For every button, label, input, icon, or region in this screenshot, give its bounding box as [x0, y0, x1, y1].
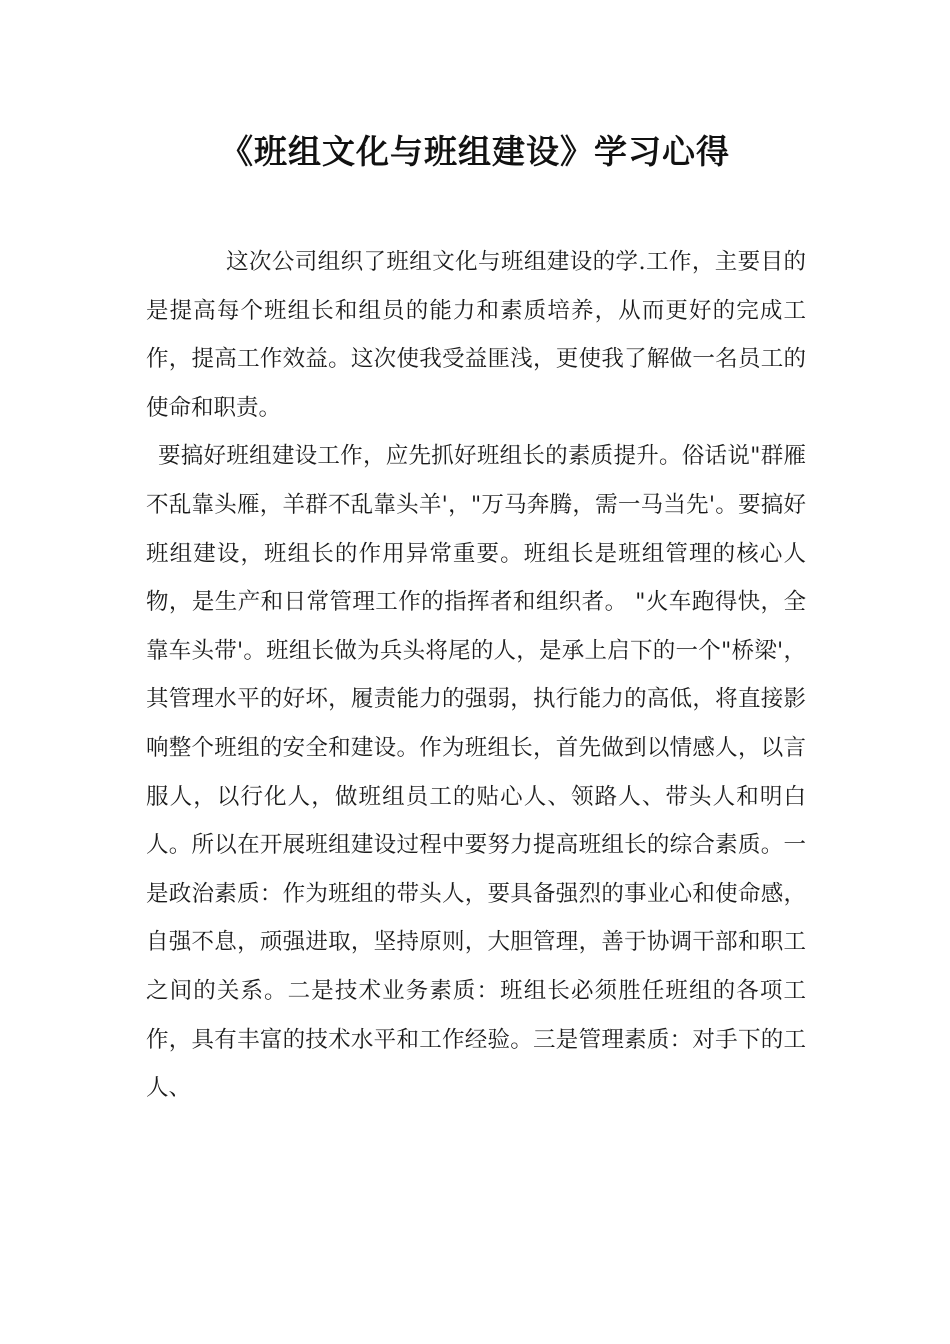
document-title: 《班组文化与班组建设》学习心得 [220, 132, 730, 171]
paragraph-2: 要搞好班组建设工作，应先抓好班组长的素质提升。俗话说"群雁不乱靠头雁，羊群不乱靠头羊'，"万马奔腾，需一马当先'。要搞好班组建设，班组长的作用异常重要。班组长是班组管理的核心人物，是生产和日常管理工作的指挥者和组织者。 "火车跑得快，全靠车头带'。班组长做为兵头将尾的人，是承上启下的一个"桥梁'，其管理水平的好坏，履责能力的强弱，执行能力的高低，将直接影响整个班组的安全和建设。作为班组长，首先做到以情感人，以言服人，以行化人，做班组员工的贴心人、领路人、带头人和明白人。所以在开展班组建设过程中要努力提高班组长的综合素质。一是政治素质：作为班组的带头人，要具备强烈的事业心和使命感，自强不息，顽强进取，坚持原则，大胆管理，善于协调干部和职工之间的关系。二是技术业务素质：班组长必须胜任班组的各项工作，具有丰富的技术水平和工作经验。三是管理素质：对手下的工人、 [146, 443, 806, 1102]
document-body [146, 238, 806, 1113]
paragraph-1: 这次公司组织了班组文化与班组建设的学.工作，主要目的是提高每个班组长和组员的能力和素质培养，从而更好的完成工作，提高工作效益。这次使我受益匪浅，更使我了解做一名员工的使命和职责。 [146, 249, 806, 421]
